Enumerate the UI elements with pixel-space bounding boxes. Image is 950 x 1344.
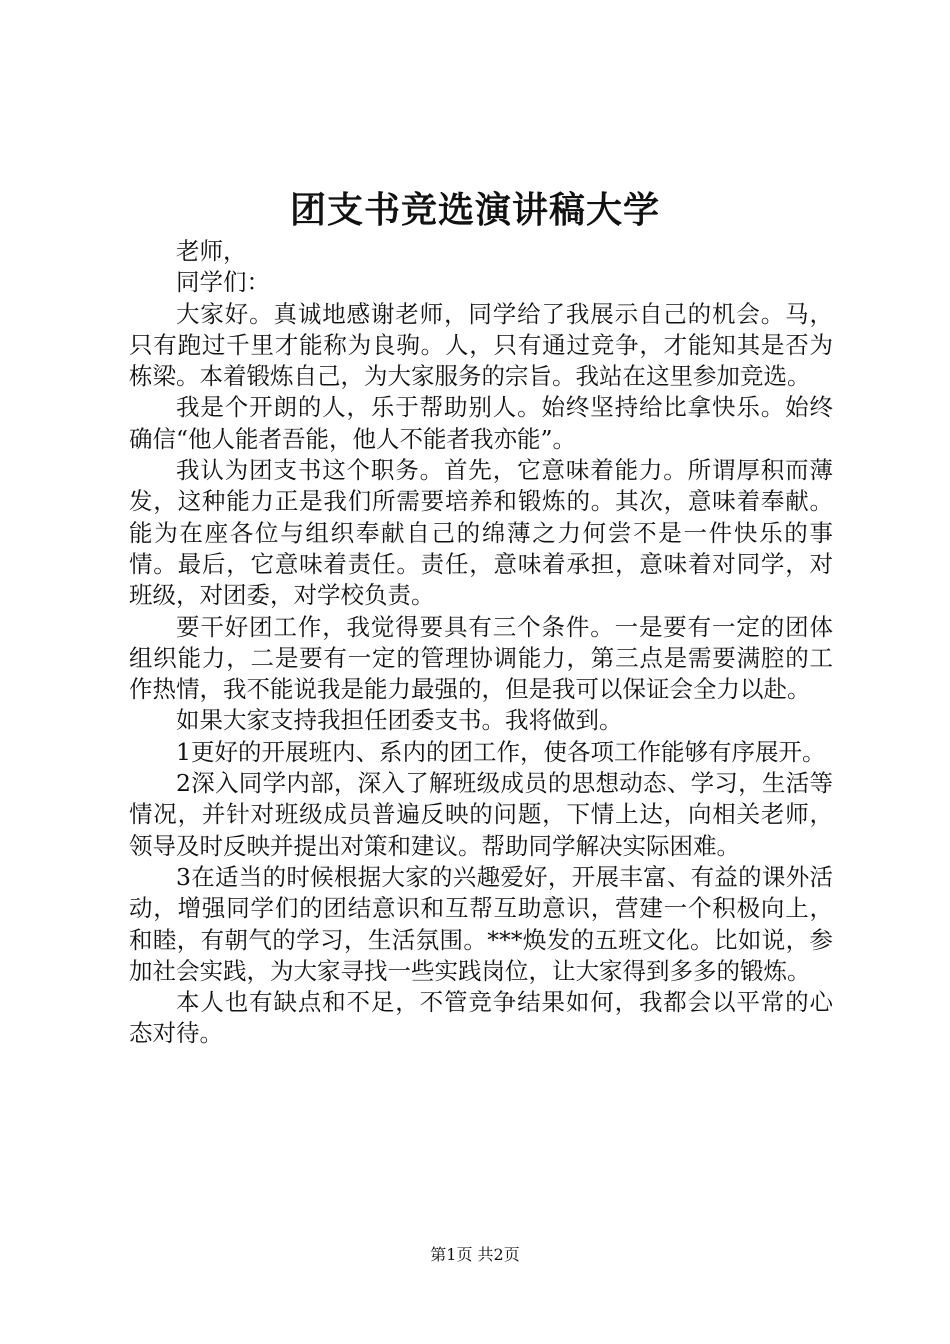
paragraph-promise: 如果大家支持我担任团委支书。我将做到。 [176,706,623,735]
list-item-3: 3在适当的时候根据大家的兴趣爱好，开展丰富、有益的课外活动，增强同学们的团结意识和互帮互助意识，营建一个积极向上，和睦，有朝气的学习，生活氛围。***焕发的五班文化。比如说，参加社会实践，为大家寻找一些实践岗位，让大家得到多多的锻炼。 [129,862,833,985]
document-body [129,236,833,1050]
list-item-2: 2深入同学内部，深入了解班级成员的思想动态、学习，生活等情况，并针对班级成员普遍反映的问题，下情上达，向相关老师，领导及时反映并提出对策和建议。帮助同学解决实际困难。 [129,769,833,860]
paragraph-conditions: 要干好团工作，我觉得要具有三个条件。一是要有一定的团体组织能力，二是要有一定的管理协调能力，第三点是需要满腔的工作热情，我不能说我是能力最强的，但是我可以保证会全力以赴。 [129,612,833,704]
paragraph-intro: 大家好。真诚地感谢老师，同学给了我展示自己的机会。马，只有跑过千里才能称为良驹。人，只有通过竞争，才能知其是否为栋梁。本着锻炼自己，为大家服务的宗旨。我站在这里参加竞选。 [129,299,833,391]
salutation-teacher: 老师， [176,237,247,265]
document-title: 团支书竞选演讲稿大学 [289,189,660,231]
salutation-students: 同学们： [176,268,270,297]
paragraph-personality: 我是个开朗的人，乐于帮助别人。始终坚持给比拿快乐。始终确信“他人能者吾能，他人不能者我亦能”。 [129,393,833,453]
page-number-footer: 第1页 共2页 [430,1245,520,1264]
paragraph-closing: 本人也有缺点和不足，不管竞争结果如何，我都会以平常的心态对待。 [129,988,833,1048]
list-item-1: 1更好的开展班内、系内的团工作，使各项工作能够有序展开。 [176,737,826,766]
paragraph-role: 我认为团支书这个职务。首先，它意味着能力。所谓厚积而薄发，这种能力正是我们所需要培养和锻炼的。其次，意味着奉献。能为在座各位与组织奉献自己的绵薄之力何尝不是一件快乐的事情。最后，它意味着责任。责任，意味着承担，意味着对同学，对班级，对团委，对学校负责。 [129,456,833,610]
